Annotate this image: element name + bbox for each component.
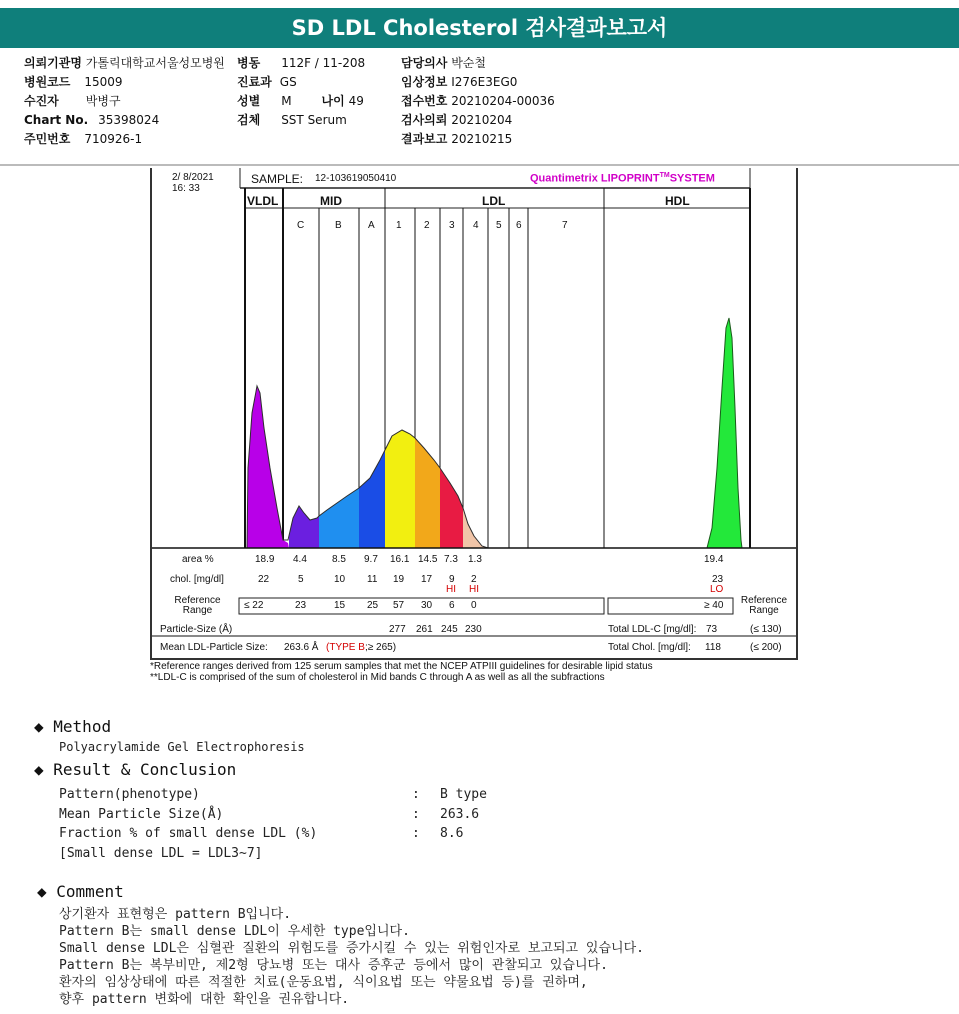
- info-value: 박병구: [85, 94, 121, 108]
- chart-time: 16: 33: [172, 183, 200, 194]
- group-label-mid: MID: [320, 194, 342, 208]
- result-value: 263.6: [440, 807, 480, 822]
- area-value: 18.9: [255, 554, 275, 565]
- result-colon: :: [412, 807, 420, 822]
- result-label: Pattern(phenotype): [59, 787, 200, 802]
- total-ldl-value: 73: [706, 624, 718, 635]
- row-label-ref: Reference Range: [174, 595, 221, 616]
- row-label-ref-right: Reference Range: [740, 595, 788, 616]
- comment-line: Small dense LDL은 심혈관 질환의 위험도를 증가시킬 수 있는 위험인자로 보고되고 있습니다.: [59, 941, 644, 956]
- info-value: 20210204: [451, 113, 513, 127]
- peak-band-a: [359, 450, 385, 548]
- total-chol-label: Total Chol. [mg/dl]:: [608, 642, 691, 653]
- specimen-value: SST Serum: [281, 113, 347, 127]
- info-value: I276E3EG0: [451, 75, 518, 89]
- area-value: 7.3: [444, 554, 458, 565]
- info-value: 35398024: [98, 113, 160, 127]
- chol-value: 5: [298, 574, 304, 585]
- band-label: 7: [562, 220, 568, 231]
- brand-logo: [530, 172, 715, 185]
- area-value: 1.3: [468, 554, 482, 565]
- ward-value: 112F / 11-208: [281, 56, 366, 70]
- group-label-ldl: LDL: [482, 194, 506, 208]
- result-label: Fraction % of small dense LDL (%): [59, 826, 318, 841]
- row-label-particle: Particle-Size (Å): [160, 624, 233, 635]
- row-label-area: area %: [182, 554, 214, 565]
- chol-value: 17: [421, 574, 433, 585]
- comment-heading: [37, 882, 124, 901]
- ref-value: 23: [295, 600, 307, 611]
- mean-size-type: (TYPE B: [326, 642, 365, 653]
- peak-band-c: [283, 506, 319, 548]
- info-label: 주민번호: [24, 132, 71, 146]
- mean-size-ref: ;≥ 265): [365, 642, 397, 653]
- density-curve: [247, 318, 742, 548]
- area-value: 16.1: [390, 554, 410, 565]
- info-value: 710926-1: [84, 132, 143, 146]
- band-label: B: [335, 220, 342, 231]
- row-label-chol: chol. [mg/dl]: [170, 574, 224, 585]
- info-label: 검사의뢰: [401, 113, 448, 127]
- ref-value: 57: [393, 600, 405, 611]
- ref-value: 6: [449, 600, 455, 611]
- ref-value: 15: [334, 600, 346, 611]
- sample-id: 12-103619050410: [315, 173, 397, 184]
- band-label: 4: [473, 220, 479, 231]
- info-right: [401, 54, 555, 149]
- particle-size: 230: [465, 624, 482, 635]
- peak-band-b: [319, 488, 359, 548]
- info-label: 접수번호: [401, 94, 448, 108]
- result-heading: [34, 760, 236, 779]
- lipoprint-figure: [150, 168, 798, 660]
- total-chol-value: 118: [705, 642, 721, 653]
- specimen-label: 검체: [237, 113, 261, 127]
- band-label: 1: [396, 220, 402, 231]
- info-label: 의뢰기관명: [24, 56, 82, 70]
- band-label: 6: [516, 220, 522, 231]
- result-note: [Small dense LDL = LDL3~7]: [59, 846, 263, 861]
- comment-line: 환자의 임상상태에 따른 적절한 치료(운동요법, 식이요법 또는 약물요법 등)를 권하며,: [59, 975, 588, 990]
- area-value: 19.4: [704, 554, 724, 565]
- header-divider: [0, 164, 959, 166]
- band-label: 2: [424, 220, 430, 231]
- brand-tm: TM: [659, 172, 670, 179]
- diamond-bullet-icon: ◆: [34, 717, 44, 736]
- age-label: 나이: [321, 94, 345, 108]
- peak-ldl-3: [440, 468, 463, 548]
- ward-label: 병동: [237, 56, 261, 70]
- chol-value: 22: [258, 574, 270, 585]
- ref-value: 0: [471, 600, 477, 611]
- sample-label: SAMPLE:: [251, 172, 304, 186]
- group-label-hdl: HDL: [665, 194, 690, 208]
- info-value: 20210204-00036: [451, 94, 555, 108]
- particle-size: 261: [416, 624, 433, 635]
- info-value: 가톨릭대학교서울성모병원: [85, 56, 225, 70]
- chart-date: 2/ 8/2021: [172, 172, 214, 183]
- result-value: B type: [440, 787, 487, 802]
- peak-ldl-4: [463, 508, 488, 548]
- group-label-vldl: VLDL: [247, 194, 279, 208]
- particle-size: 277: [389, 624, 406, 635]
- sex-label: 성별: [237, 94, 261, 108]
- method-heading-text: Method: [53, 717, 112, 736]
- info-label: 결과보고: [401, 132, 448, 146]
- info-value: 20210215: [451, 132, 513, 146]
- info-value: 박순철: [451, 56, 486, 70]
- info-label: 병원코드: [24, 75, 71, 89]
- report-title: SD LDL Cholesterol 검사결과보고서: [0, 8, 959, 48]
- method-text: Polyacrylamide Gel Electrophoresis: [59, 740, 305, 754]
- comment-heading-text: Comment: [56, 882, 124, 901]
- peak-ldl-2: [415, 438, 440, 548]
- mean-size-label: Mean LDL-Particle Size:: [160, 642, 268, 653]
- chol-value: 10: [334, 574, 346, 585]
- comment-line: 상기환자 표현형은 pattern B입니다.: [59, 907, 292, 922]
- footnote: *Reference ranges derived from 125 serum samples that met the NCEP ATPIII guidelines for desirable lipid status: [150, 661, 653, 672]
- comment-line: Pattern B는 복부비만, 제2형 당뇨병 또는 대사 증후군 등에서 많이 관찰되고 있습니다.: [59, 958, 608, 973]
- band-label: 3: [449, 220, 455, 231]
- total-chol-ref: (≤ 200): [750, 642, 782, 653]
- diamond-bullet-icon: ◆: [37, 882, 47, 901]
- info-label: 담당의사: [401, 56, 448, 70]
- flag-hi: HI: [446, 584, 456, 595]
- chol-value: 2: [471, 574, 477, 585]
- dept-label: 진료과: [237, 75, 272, 89]
- result-heading-text: Result & Conclusion: [53, 760, 237, 779]
- comment-line: 향후 pattern 변화에 대한 확인을 권유합니다.: [59, 992, 350, 1007]
- total-ldl-label: Total LDL-C [mg/dl]:: [608, 624, 697, 635]
- peak-ldl-1: [385, 430, 415, 548]
- area-value: 14.5: [418, 554, 438, 565]
- area-value: 9.7: [364, 554, 378, 565]
- age-value: 49: [348, 94, 364, 108]
- ref-value-hdl: ≥ 40: [704, 600, 724, 611]
- sex-value: M: [281, 94, 292, 108]
- flag-lo: LO: [710, 584, 724, 595]
- info-label: 임상정보: [401, 75, 448, 89]
- total-ldl-ref: (≤ 130): [750, 624, 782, 635]
- ref-value: 30: [421, 600, 433, 611]
- comment-line: Pattern B는 small dense LDL이 우세한 type입니다.: [59, 924, 410, 939]
- diamond-bullet-icon: ◆: [34, 760, 44, 779]
- chol-value: 9: [449, 574, 455, 585]
- info-left: [24, 54, 225, 149]
- chol-value: 19: [393, 574, 405, 585]
- result-value: 8.6: [440, 826, 464, 841]
- brand-name: Quantimetrix LIPOPRINT: [530, 172, 660, 185]
- chol-value: 11: [367, 574, 378, 585]
- dept-value: GS: [279, 75, 297, 89]
- area-value: 8.5: [332, 554, 346, 565]
- mean-size-value: 263.6 Å: [284, 642, 319, 653]
- method-heading: [34, 717, 111, 736]
- footnote: **LDL-C is comprised of the sum of cholesterol in Mid bands C through A as well as all the subfractions: [150, 672, 605, 683]
- band-label: 5: [496, 220, 502, 231]
- info-value: 15009: [84, 75, 123, 89]
- result-colon: :: [412, 826, 420, 841]
- ref-value: 25: [367, 600, 379, 611]
- brand-suffix: SYSTEM: [669, 172, 715, 185]
- particle-size: 245: [441, 624, 458, 635]
- flag-hi: HI: [469, 584, 479, 595]
- result-colon: :: [412, 787, 420, 802]
- info-label: Chart No.: [24, 113, 89, 127]
- info-middle: [237, 54, 365, 130]
- band-label: A: [368, 220, 375, 231]
- ref-value: ≤ 22: [244, 600, 264, 611]
- area-value: 4.4: [293, 554, 307, 565]
- chol-value: 23: [712, 574, 724, 585]
- info-label: 수진자: [24, 94, 59, 108]
- band-label: C: [297, 220, 305, 231]
- result-label: Mean Particle Size(Å): [59, 807, 224, 822]
